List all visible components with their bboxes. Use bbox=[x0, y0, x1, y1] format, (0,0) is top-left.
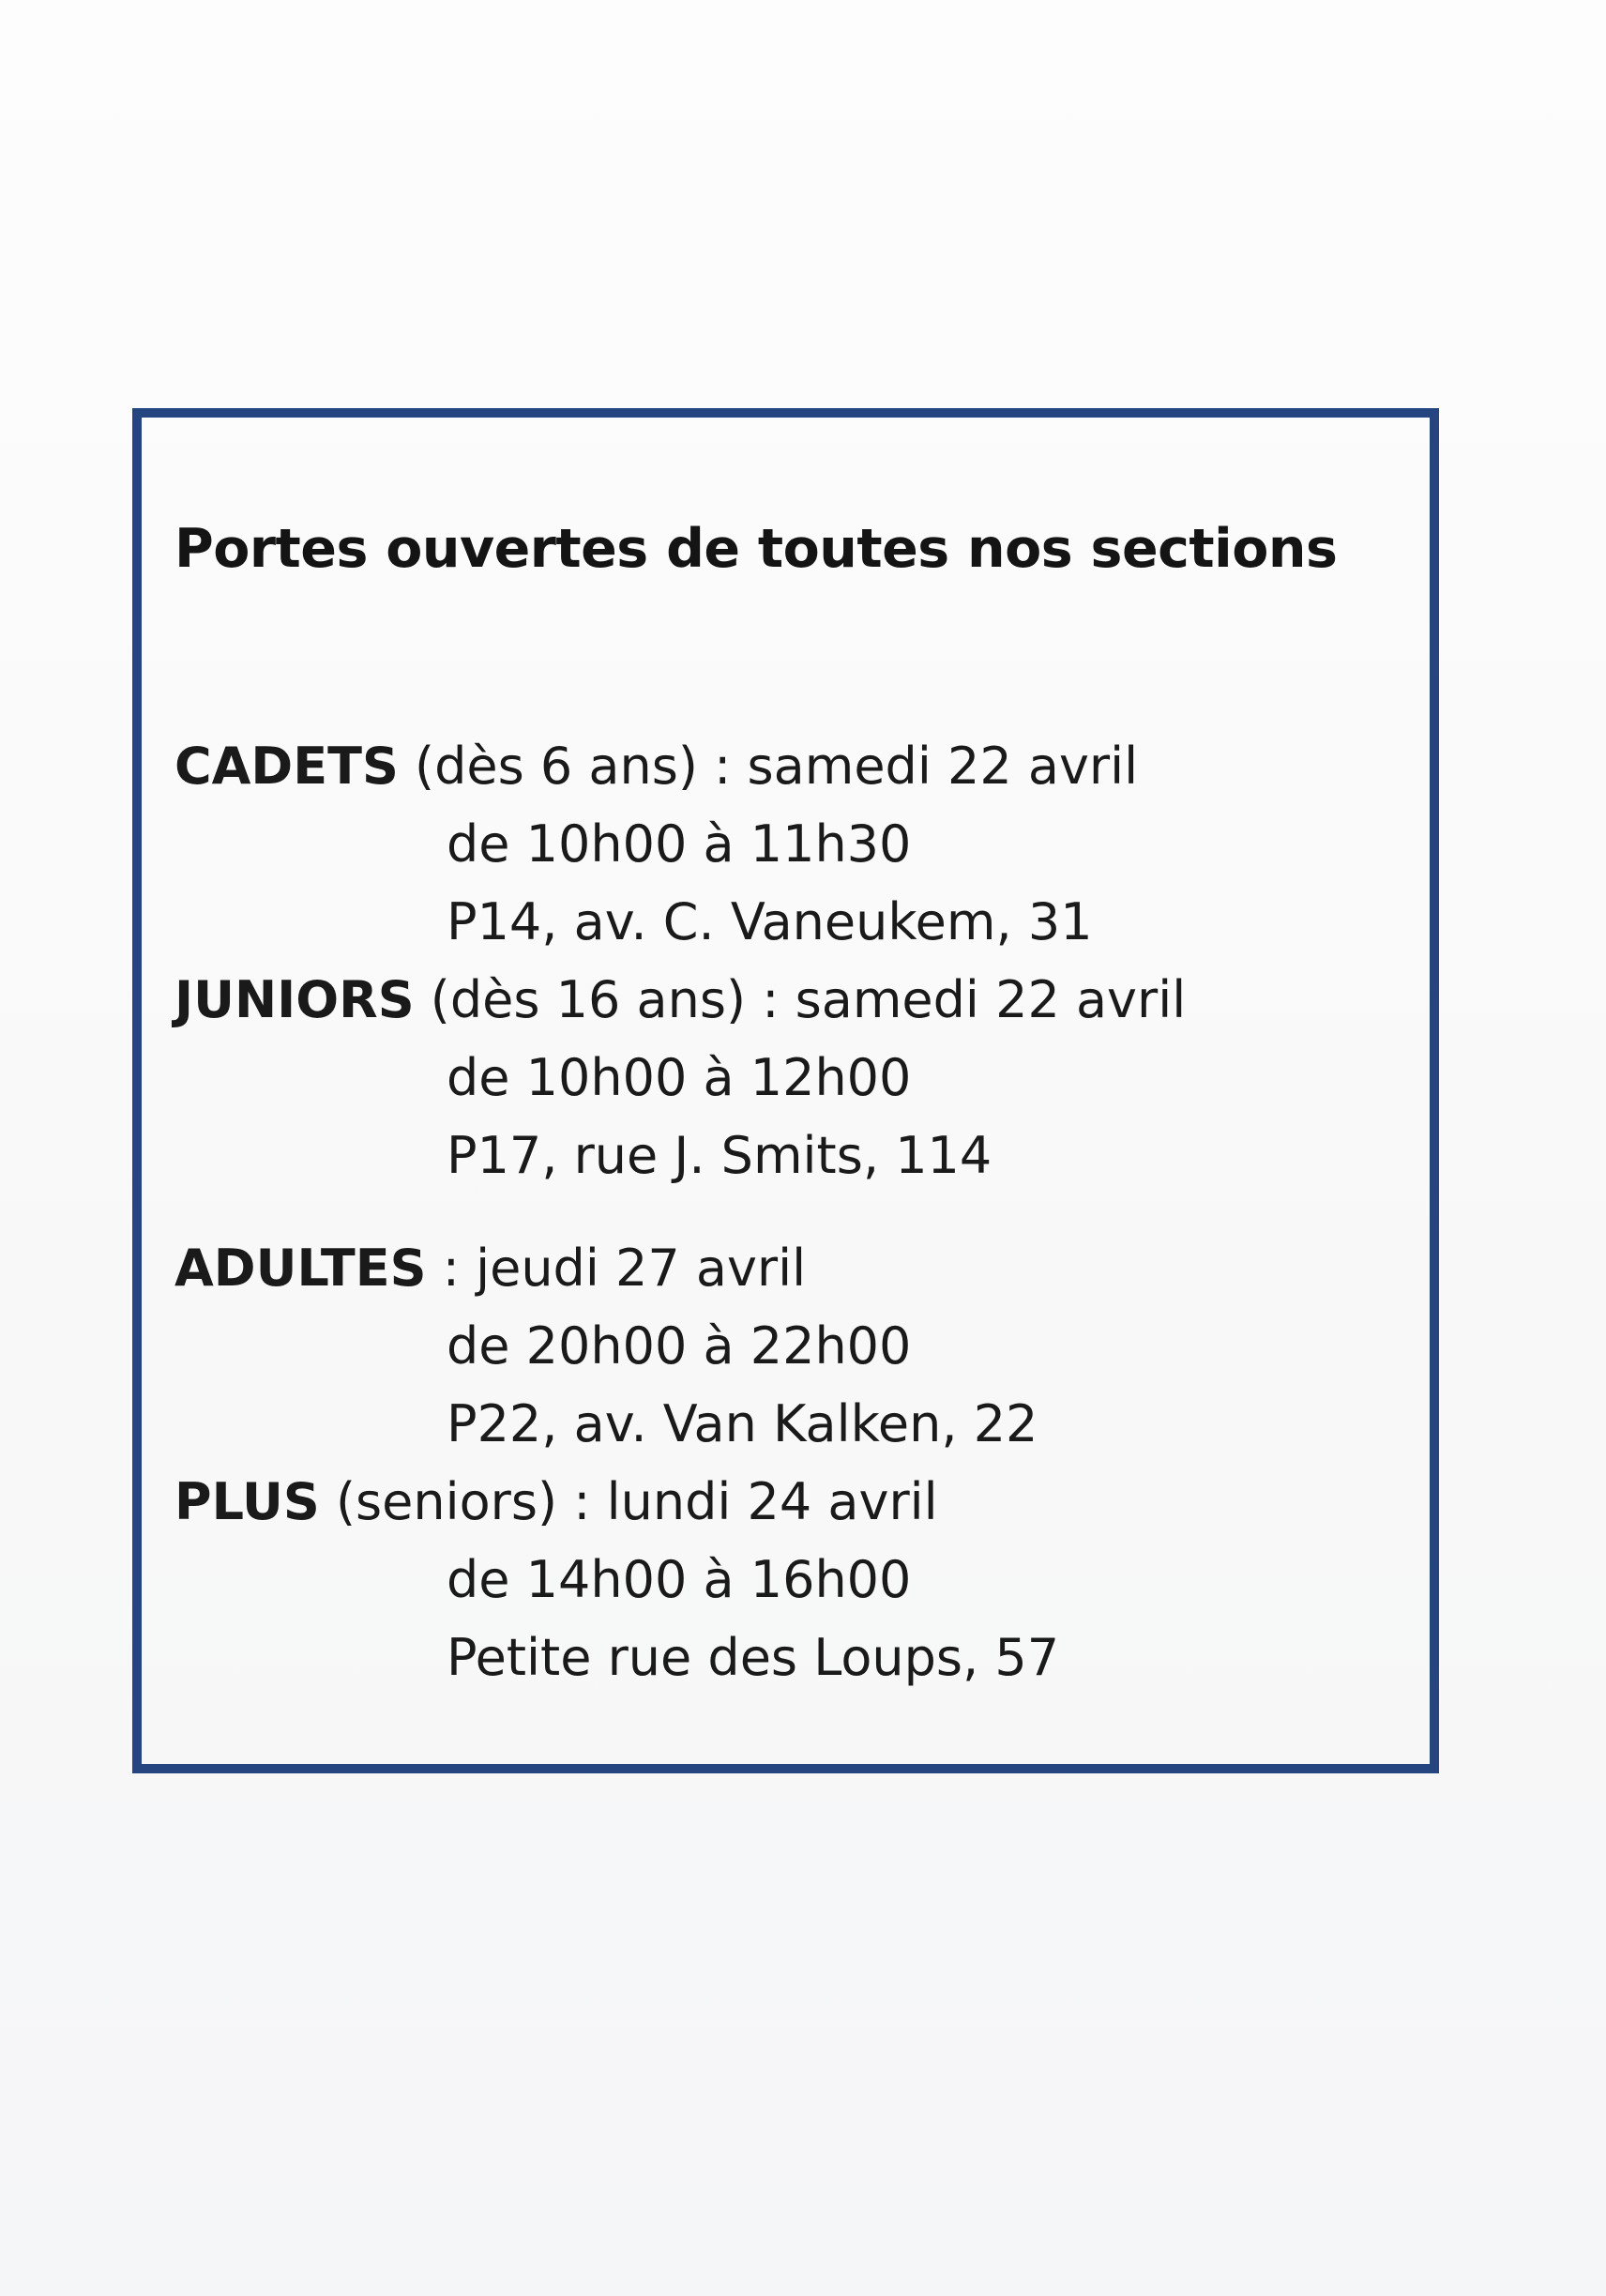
section-separator: : bbox=[573, 1472, 591, 1531]
section-day: samedi 22 avril bbox=[747, 737, 1139, 796]
section-plus-place: Petite rue des Loups, 57 bbox=[447, 1628, 1060, 1687]
section-juniors-heading bbox=[174, 970, 1187, 1029]
section-name: PLUS bbox=[174, 1472, 320, 1531]
section-qualifier: (dès 16 ans) bbox=[430, 970, 747, 1029]
section-cadets-heading bbox=[174, 737, 1139, 796]
section-separator: : bbox=[442, 1239, 460, 1298]
section-name: CADETS bbox=[174, 737, 399, 796]
section-adultes-time: de 20h00 à 22h00 bbox=[447, 1316, 912, 1376]
section-day: lundi 24 avril bbox=[606, 1472, 938, 1531]
section-adultes-place: P22, av. Van Kalken, 22 bbox=[447, 1394, 1038, 1453]
section-separator: : bbox=[714, 737, 732, 796]
page-title: Portes ouvertes de toutes nos sections bbox=[174, 518, 1338, 580]
section-day: jeudi 27 avril bbox=[476, 1239, 807, 1298]
section-juniors-time: de 10h00 à 12h00 bbox=[447, 1048, 912, 1107]
section-plus-time: de 14h00 à 16h00 bbox=[447, 1550, 912, 1609]
section-cadets-time: de 10h00 à 11h30 bbox=[447, 814, 912, 874]
section-plus-heading bbox=[174, 1472, 938, 1531]
section-name: ADULTES bbox=[174, 1239, 427, 1298]
section-cadets-place: P14, av. C. Vaneukem, 31 bbox=[447, 892, 1093, 951]
section-separator: : bbox=[762, 970, 780, 1029]
section-adultes-heading bbox=[174, 1239, 807, 1298]
section-qualifier: (seniors) bbox=[335, 1472, 558, 1531]
section-name: JUNIORS bbox=[174, 970, 415, 1029]
section-day: samedi 22 avril bbox=[795, 970, 1187, 1029]
section-juniors-place: P17, rue J. Smits, 114 bbox=[447, 1126, 992, 1185]
section-qualifier: (dès 6 ans) bbox=[415, 737, 698, 796]
